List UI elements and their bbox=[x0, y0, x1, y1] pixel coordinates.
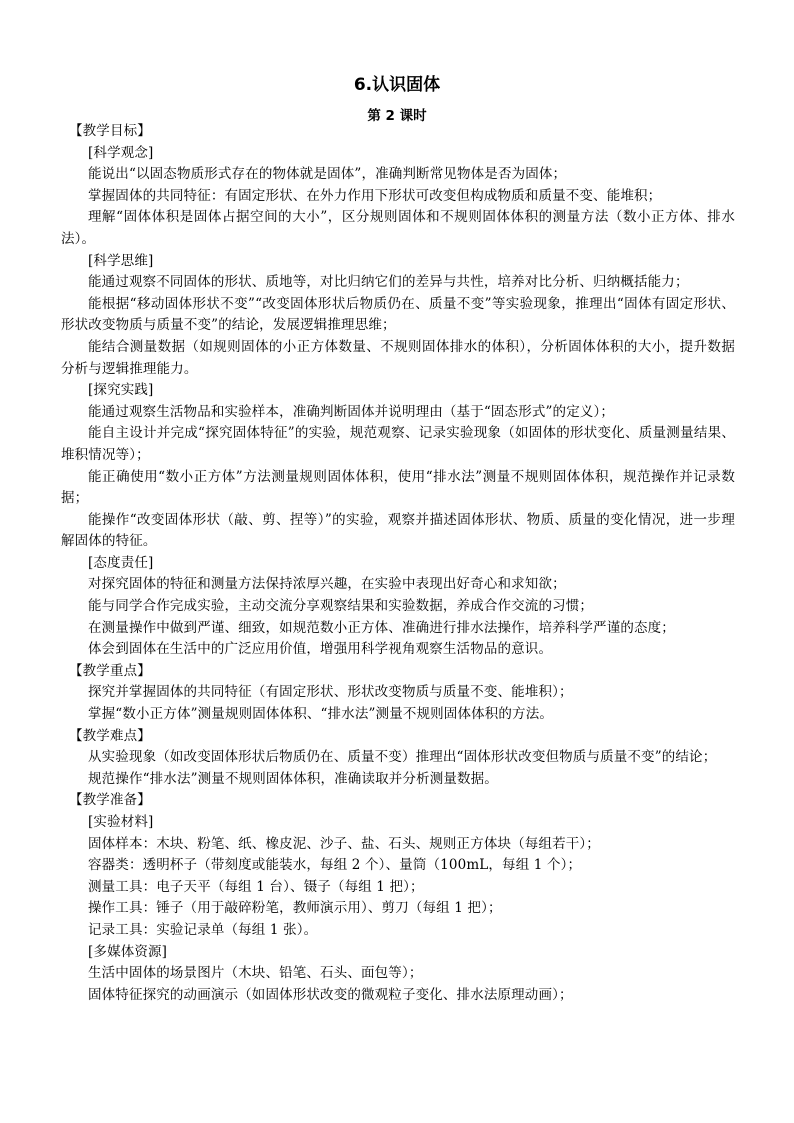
subheading-inquiry-practice: [探究实践] bbox=[88, 382, 154, 399]
paragraph: 操作工具：锤子（用于敲碎粉笔，教师演示用）、剪刀（每组 1 把）； bbox=[88, 900, 502, 917]
paragraph: 能说出“以固态物质形式存在的物体就是固体”，准确判断常见物体是否为固体； bbox=[88, 166, 567, 183]
paragraph: 体会到固体在生活中的广泛应用价值，增强用科学视角观察生活物品的意识。 bbox=[88, 641, 553, 658]
section-heading-preparation: 【教学准备】 bbox=[69, 792, 151, 809]
paragraph: 规范操作“排水法”测量不规则固体体积，准确读取并分析测量数据。 bbox=[88, 770, 498, 787]
paragraph: 固体样本：木块、粉笔、纸、橡皮泥、沙子、盐、石头、规则正方体块（每组若干）； bbox=[88, 835, 600, 852]
paragraph: 能根据“移动固体形状不变”“改变固体形状后物质仍在、质量不变”等实验现象，推理出“固体有固定形状、形状改变物质与质量不变”的结论，发展逻辑推理思维； bbox=[61, 295, 735, 334]
paragraph: 容器类：透明杯子（带刻度或能装水，每组 2 个）、量筒（100mL，每组 1 个）； bbox=[88, 857, 582, 874]
paragraph: 测量工具：电子天平（每组 1 台）、镊子（每组 1 把）； bbox=[88, 878, 424, 895]
lesson-title: 6.认识固体 bbox=[353, 75, 441, 95]
paragraph: 掌握“数小正方体”测量规则固体体积、“排水法”测量不规则固体体积的方法。 bbox=[88, 706, 554, 723]
paragraph: 固体特征探究的动画演示（如固体形状改变的微观粒子变化、排水法原理动画）； bbox=[88, 986, 573, 1003]
paragraph: 能通过观察不同固体的形状、质地等，对比归纳它们的差异与共性，培养对比分析、归纳概括能力； bbox=[88, 274, 689, 291]
subheading-science-concept: [科学观念] bbox=[88, 144, 154, 161]
subheading-multimedia: [多媒体资源] bbox=[88, 943, 168, 960]
paragraph: 从实验现象（如改变固体形状后物质仍在、质量不变）推理出“固体形状改变但物质与质量不变”的结论； bbox=[88, 749, 717, 766]
paragraph: 在测量操作中做到严谨、细致，如规范数小正方体、准确进行排水法操作，培养科学严谨的态度； bbox=[88, 619, 675, 636]
paragraph: 生活中固体的场景图片（木块、铅笔、石头、面包等）； bbox=[88, 965, 423, 982]
document-body bbox=[61, 121, 735, 1006]
paragraph: 理解“固体体积是固体占据空间的大小”，区分规则固体和不规则固体体积的测量方法（数小正方体、排水法）。 bbox=[61, 209, 735, 247]
section-heading-difficulties: 【教学难点】 bbox=[69, 727, 151, 744]
subheading-attitude: [态度责任] bbox=[88, 554, 154, 571]
lesson-subtitle: 第 2 课时 bbox=[367, 108, 427, 124]
subheading-science-thinking: [科学思维] bbox=[88, 252, 154, 269]
section-heading-goals: 【教学目标】 bbox=[69, 123, 151, 139]
paragraph: 能通过观察生活物品和实验样本，准确判断固体并说明理由（基于“固态形式”的定义）； bbox=[88, 403, 615, 420]
paragraph: 能与同学合作完成实验，主动交流分享观察结果和实验数据，养成合作交流的习惯； bbox=[88, 598, 594, 615]
paragraph: 记录工具：实验记录单（每组 1 张）。 bbox=[88, 921, 318, 938]
paragraph: 能自主设计并完成“探究固体特征”的实验，规范观察、记录实验现象（如固体的形状变化、质量测量结果、堆积情况等）； bbox=[61, 425, 735, 463]
paragraph: 能结合测量数据（如规则固体的小正方体数量、不规则固体排水的体积），分析固体体积的大小，提升数据分析与逻辑推理能力。 bbox=[61, 338, 735, 377]
paragraph: 掌握固体的共同特征：有固定形状、在外力作用下形状可改变但构成物质和质量不变、能堆积； bbox=[88, 187, 662, 204]
paragraph: 能正确使用“数小正方体”方法测量规则固体体积，使用“排水法”测量不规则固体体积，规范操作并记录数据； bbox=[61, 468, 735, 507]
paragraph: 对探究固体的特征和测量方法保持浓厚兴趣，在实验中表现出好奇心和求知欲； bbox=[88, 576, 566, 593]
paragraph: 探究并掌握固体的共同特征（有固定形状、形状改变物质与质量不变、能堆积）； bbox=[88, 684, 573, 701]
section-heading-key-points: 【教学重点】 bbox=[69, 662, 151, 679]
subheading-materials: [实验材料] bbox=[88, 814, 154, 830]
paragraph: 能操作“改变固体形状（敲、剪、捏等）”的实验，观察并描述固体形状、物质、质量的变化情况，进一步理解固体的特征。 bbox=[61, 511, 735, 550]
